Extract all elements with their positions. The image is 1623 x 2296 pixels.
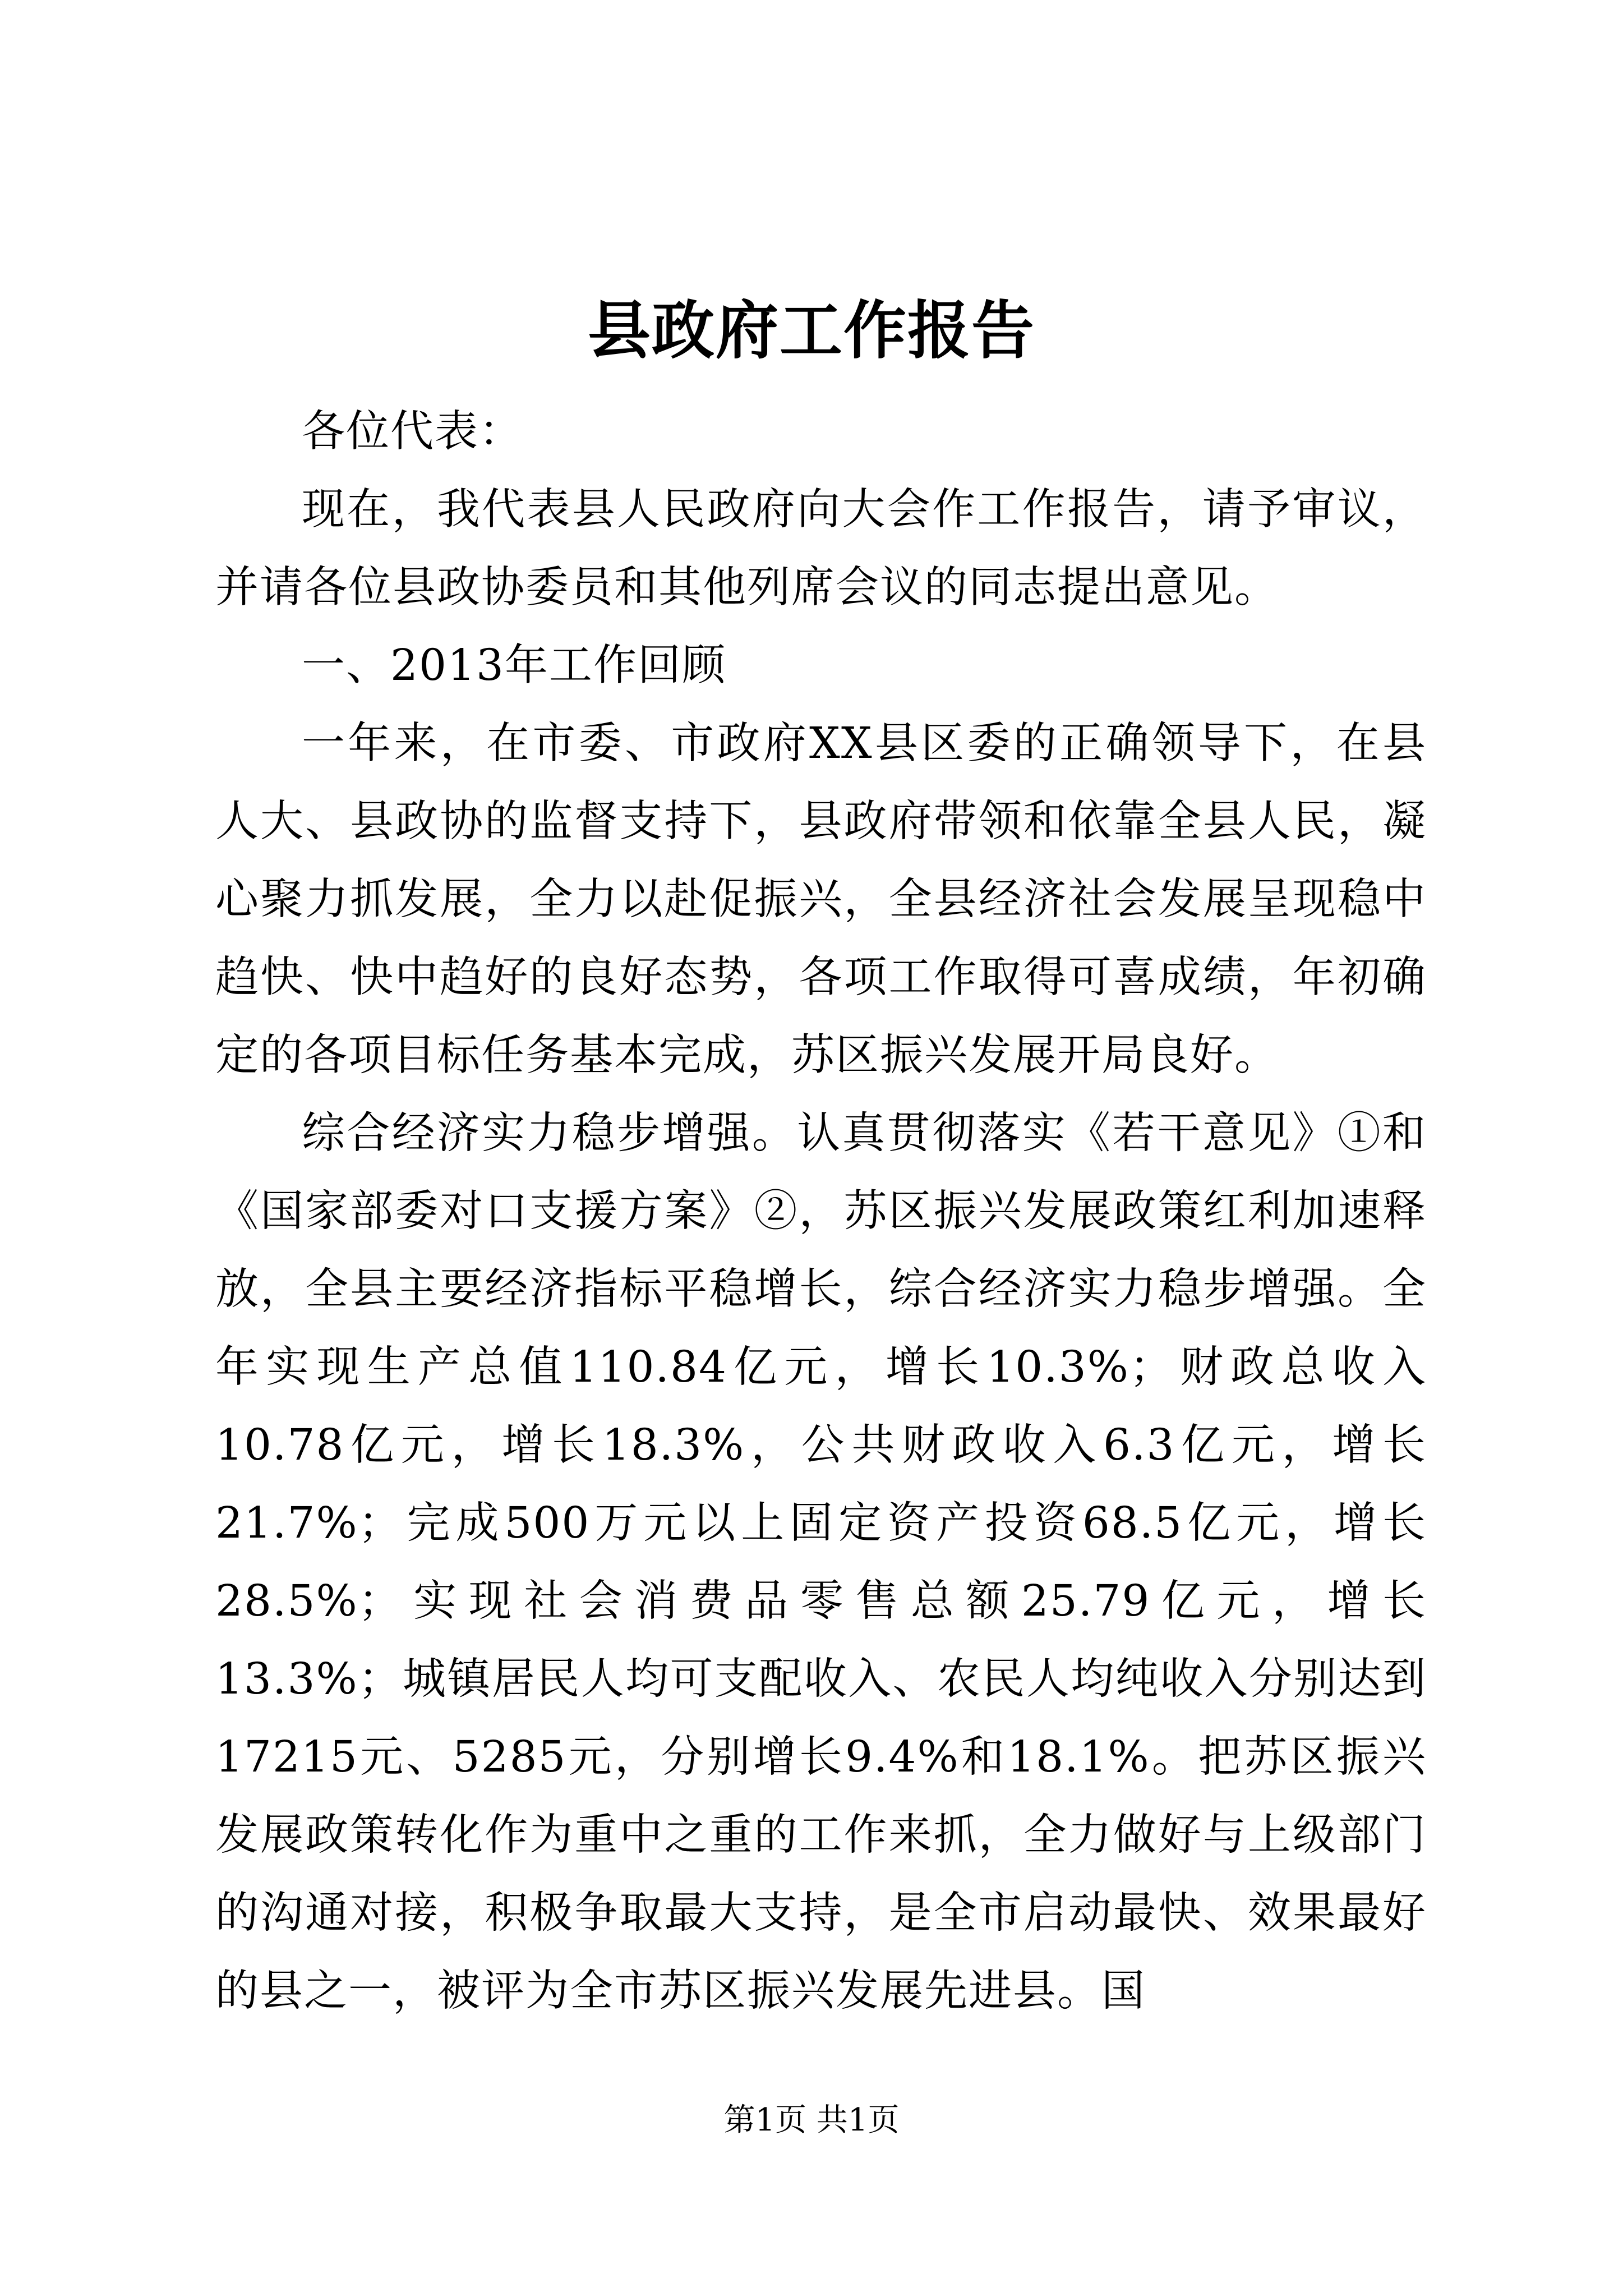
page-title: 县政府工作报告	[588, 294, 1035, 367]
economy-paragraph: 综合经济实力稳步增强。认真贯彻落实《若干意见》①和《国家部委对口支援方案》②，苏区振兴发展政策红利加速释放，全县主要经济指标平稳增长，综合经济实力稳步增强。全年实现生产总值110.84亿元，增长10.3%；财政总收入10.78亿元，增长18.3%，公共财政收入6.3亿元，增长21.7%；完成500万元以上固定资产投资68.5亿元，增长28.5%；实现社会消费品零售总额25.79亿元，增长13.3%；城镇居民人均可支配收入、农民人均纯收入分别达到17215元、5285元，分别增长9.4%和18.1%。把苏区振兴发展政策转化作为重中之重的工作来抓，全力做好与上级部门的沟通对接，积极争取最大支持，是全市启动最快、效果最好的县之一，被评为全市苏区振兴发展先进县。国	[215, 1108, 1427, 2016]
page-footer: 第1页 共1页	[723, 2102, 900, 2138]
document-body	[215, 393, 1427, 2030]
review-paragraph: 一年来，在市委、市政府XX县区委的正确领导下，在县人大、县政协的监督支持下，县政府带领和依靠全县人民，凝心聚力抓发展，全力以赴促振兴，全县经济社会发展呈现稳中趋快、快中趋好的良好态势，各项工作取得可喜成绩，年初确定的各项目标任务基本完成，苏区振兴发展开局良好。	[215, 719, 1427, 1080]
section-heading: 一、2013年工作回顾	[302, 641, 726, 691]
intro-paragraph: 现在，我代表县人民政府向大会作工作报告，请予审议，并请各位县政协委员和其他列席会议的同志提出意见。	[215, 485, 1427, 613]
salutation-paragraph: 各位代表：	[302, 407, 523, 457]
